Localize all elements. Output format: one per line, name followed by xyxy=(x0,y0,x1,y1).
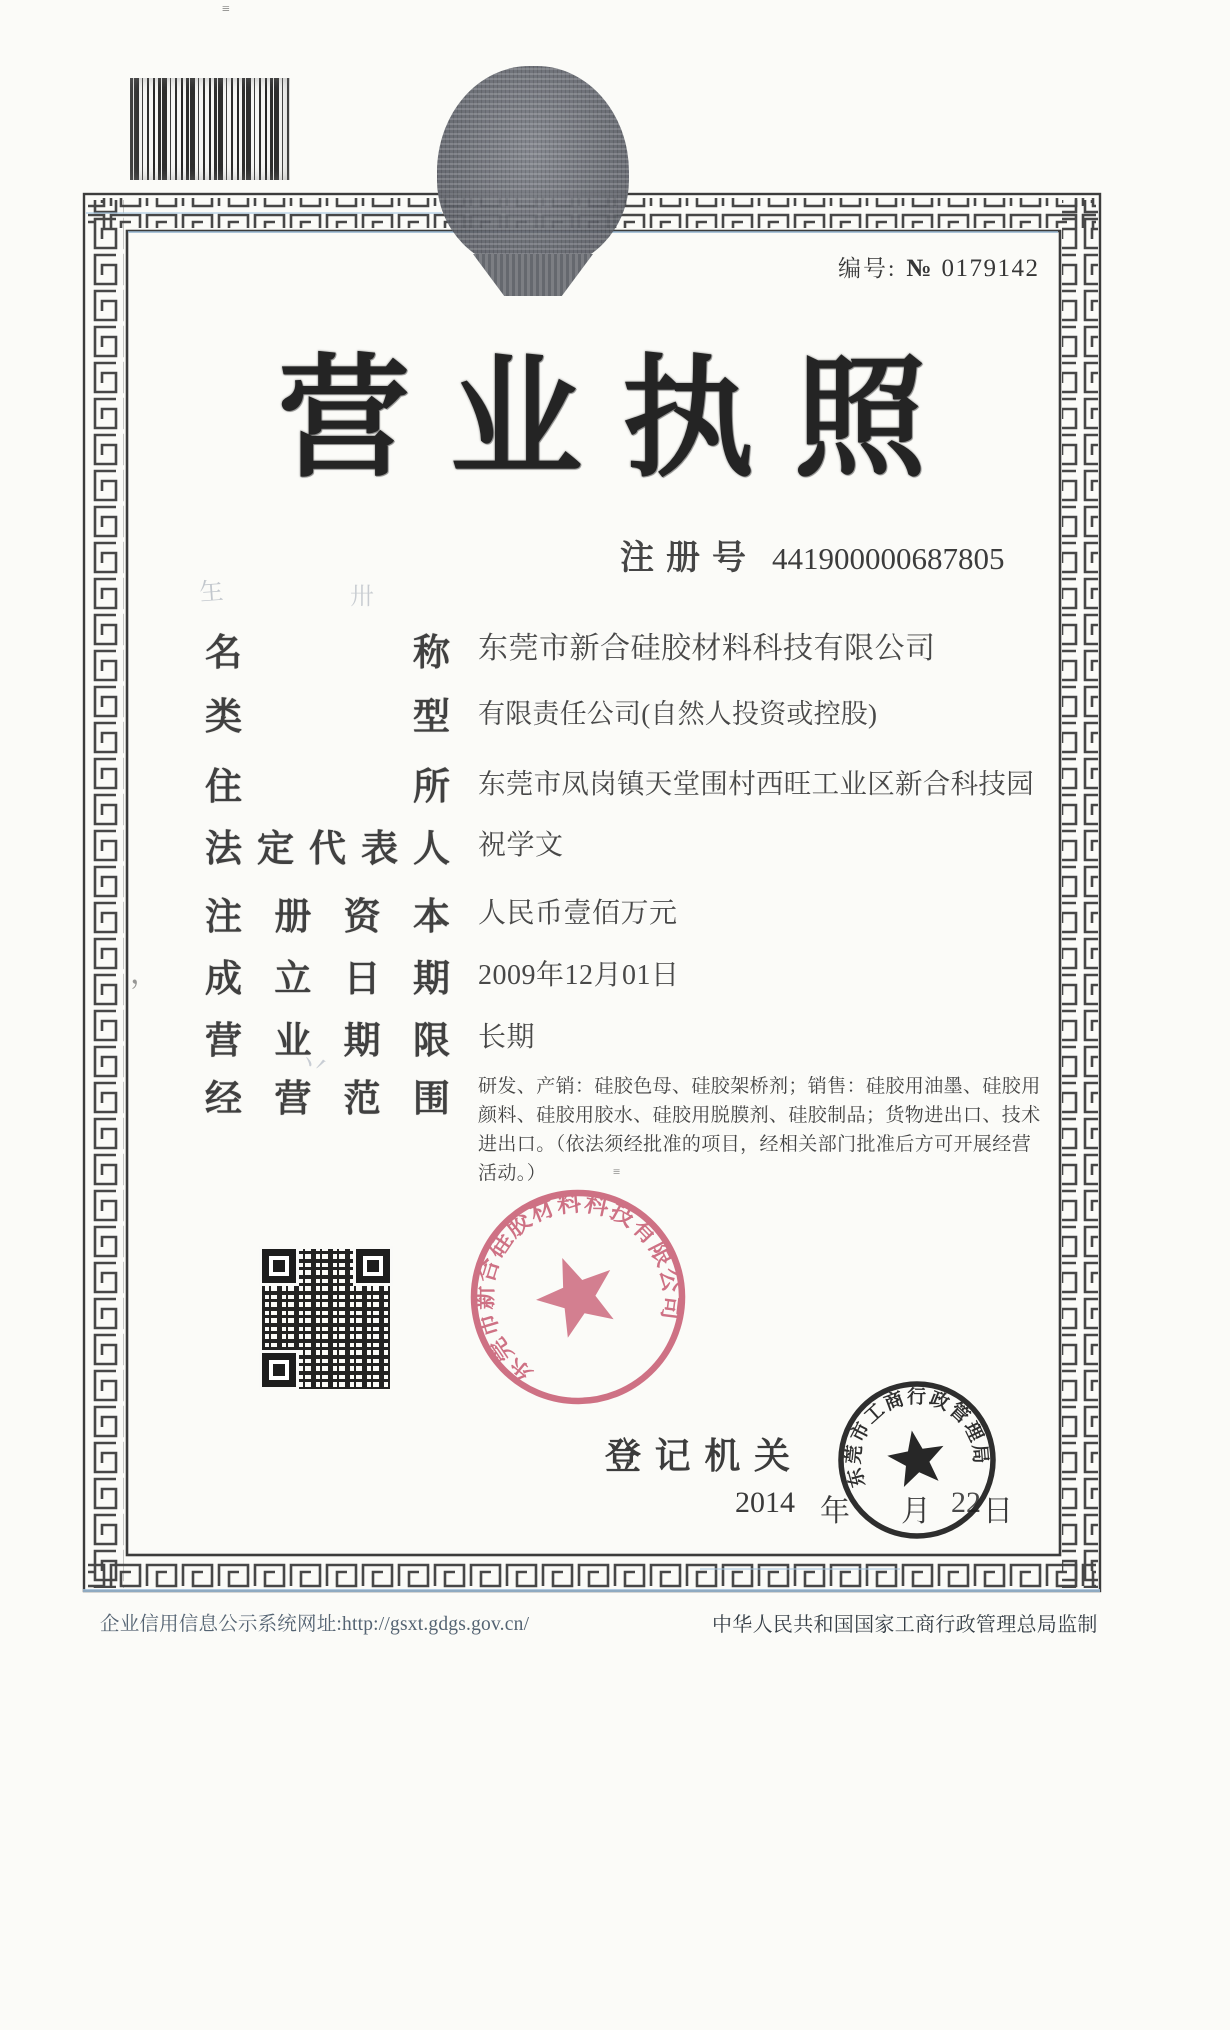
business-scope-text xyxy=(478,1072,1053,1188)
field-row-business-term xyxy=(205,1010,1040,1062)
pencil-scribble: 丷 xyxy=(296,1046,333,1085)
numero-symbol: № xyxy=(906,255,932,282)
field-row-address xyxy=(205,756,1040,808)
qr-finder-dot xyxy=(367,1260,379,1272)
field-label: 经 营 范 围 xyxy=(205,1079,450,1120)
field-value: 东莞市凤岗镇天堂围村西旺工业区新合科技园 xyxy=(478,768,1034,799)
barcode xyxy=(130,78,290,180)
registration-number: 441900000687805 xyxy=(772,541,1005,576)
company-seal-text: 东莞市新合硅胶材料科技有限公司 xyxy=(472,1190,685,1388)
seal-star-icon xyxy=(525,1243,628,1343)
registration-label: 注 册 号 xyxy=(620,540,746,577)
field-row-name xyxy=(205,622,1040,674)
field-row-business-scope xyxy=(205,1068,1040,1198)
date-day-unit: 日 xyxy=(983,1495,1013,1528)
scope-line: 颜料、硅胶用胶水、硅胶用脱膜剂、硅胶制品；货物进出口、技术 xyxy=(478,1105,1041,1126)
scope-line: 研发、产销：硅胶色母、硅胶架桥剂；销售：硅胶用油墨、硅胶用 xyxy=(478,1076,1041,1097)
field-label: 成 立 日 期 xyxy=(205,959,450,1000)
serial-number: 0179142 xyxy=(941,255,1040,282)
field-value: 东莞市新合硅胶材料科技有限公司 xyxy=(478,632,936,665)
date-year: 2014 xyxy=(735,1486,795,1519)
field-value: 有限责任公司(自然人投资或控股) xyxy=(478,699,878,729)
registration-number-line xyxy=(620,530,1005,579)
company-seal xyxy=(463,1182,693,1412)
stamp-star-icon xyxy=(884,1426,950,1489)
field-value: 长期 xyxy=(478,1022,536,1053)
qr-finder-icon xyxy=(356,1249,390,1283)
field-label: 住 所 xyxy=(205,767,450,808)
scan-speck: ≡ xyxy=(222,2,230,17)
field-label: 名 称 xyxy=(205,633,450,674)
field-value: 祝学文 xyxy=(478,830,564,861)
footer-issuing-authority: 中华人民共和国国家工商行政管理总局监制 xyxy=(712,1614,1098,1636)
qr-finder-dot xyxy=(273,1260,285,1272)
registry-authority-label: 登 记 机 关 xyxy=(605,1436,790,1476)
pencil-scribble: 卅 xyxy=(350,584,374,610)
scan-streak xyxy=(83,1589,1100,1592)
field-label: 营 业 期 限 xyxy=(205,1021,450,1062)
registry-stamp xyxy=(835,1378,999,1542)
field-value: 2009年12月01日 xyxy=(478,960,680,991)
field-label: 注 册 资 本 xyxy=(205,897,450,938)
field-row-registered-capital xyxy=(205,886,1040,938)
qr-code xyxy=(260,1247,392,1391)
field-value: 人民币壹佰万元 xyxy=(478,898,678,929)
national-emblem xyxy=(437,66,629,270)
scan-mark: ， xyxy=(130,957,160,990)
qr-finder-icon xyxy=(262,1353,296,1387)
pencil-scribble: 玍 xyxy=(197,577,226,608)
field-label: 法 定 代 表 人 xyxy=(205,829,450,870)
scan-mark: ≡ xyxy=(613,1164,621,1179)
field-label: 类 型 xyxy=(205,697,450,738)
footer-public-info-url: 企业信用信息公示系统网址:http://gsxt.gdgs.gov.cn/ xyxy=(100,1614,530,1635)
scan-streak xyxy=(700,1568,900,1570)
scope-line: 进出口。（依法须经批准的项目，经相关部门批准后方可开展经营 xyxy=(478,1134,1032,1155)
date-year-unit: 年 xyxy=(820,1495,850,1528)
qr-finder-icon xyxy=(262,1249,296,1283)
date-month-unit: 月 xyxy=(901,1495,931,1528)
scope-line: 活动。） xyxy=(478,1163,547,1184)
field-row-legal-representative xyxy=(205,818,1040,870)
field-row-type xyxy=(205,686,1040,738)
date-day: 22 xyxy=(951,1486,981,1519)
registry-stamp-text: 东莞市工商行政管理局 xyxy=(843,1386,991,1490)
field-row-establish-date xyxy=(205,948,1040,1000)
serial-label: 编号: xyxy=(838,256,897,281)
serial-number-line xyxy=(838,250,1040,283)
qr-finder-dot xyxy=(273,1364,285,1376)
license-title: 营 业 执 照 xyxy=(278,346,966,493)
scan-streak xyxy=(86,212,442,214)
